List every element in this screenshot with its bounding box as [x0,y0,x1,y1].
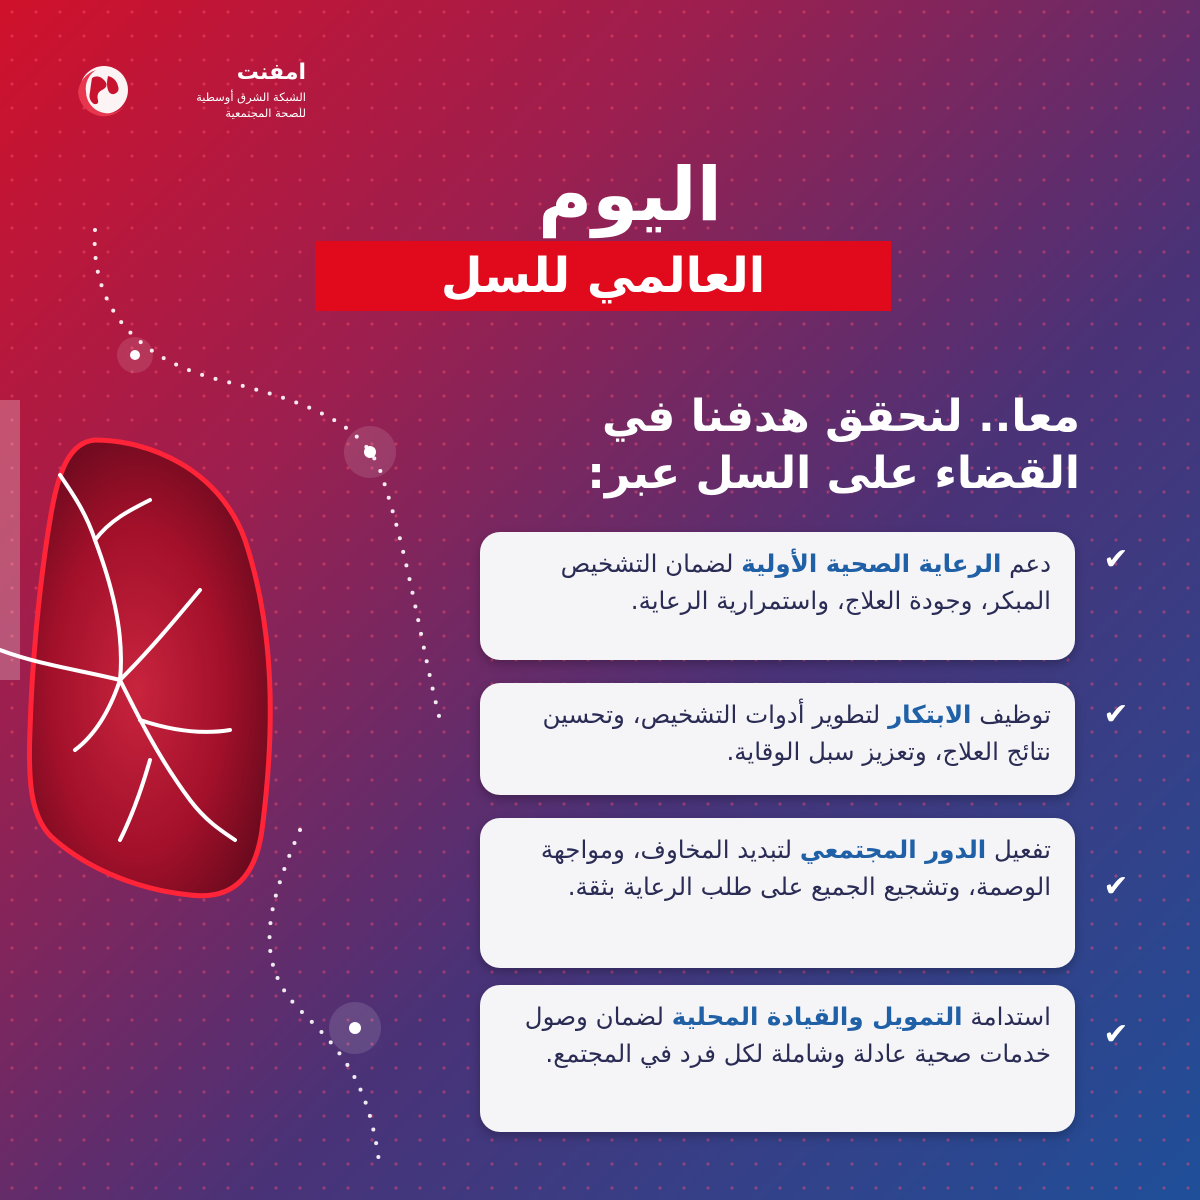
heading-line2: القضاء على السل عبر: [587,448,1080,500]
page-subtitle: العالمي للسل [440,248,766,304]
check-icon: ✔ [1103,542,1129,577]
logo [66,56,306,126]
heading-line1: معا.. لنحقق هدفنا في [601,391,1080,442]
highlight-text: الرعاية الصحية الأولية [741,549,1002,578]
page-title: اليوم [538,152,722,238]
section-heading [440,388,1080,502]
lung-illustration [0,400,320,930]
check-icon: ✔ [1103,697,1129,732]
check-icon: ✔ [1103,869,1129,904]
highlight-text: الدور المجتمعي [799,835,987,864]
checklist-item: تفعيل الدور المجتمعي لتبديد المخاوف، ومواجهة الوصمة، وتشجيع الجميع على طلب الرعاية بثقة. [480,818,1075,968]
highlight-text: التمويل والقيادة المحلية [671,1002,963,1031]
highlight-text: الابتكار [888,700,972,729]
checklist-item: دعم الرعاية الصحية الأولية لضمان التشخيص المبكر، وجودة العلاج، واستمرارية الرعاية. [480,532,1075,660]
checklist-item: توظيف الابتكار لتطوير أدوات التشخيص، وتحسين نتائج العلاج، وتعزيز سبل الوقاية. [480,683,1075,795]
globe-crescent-icon [66,56,136,126]
checklist-item: استدامة التمويل والقيادة المحلية لضمان وصول خدمات صحية عادلة وشاملة لكل فرد في المجتمع. [480,985,1075,1132]
logo-subtitle-line1: الشبكة الشرق أوسطية [196,90,306,104]
logo-name: امفنت [236,60,306,85]
logo-subtitle-line2: للصحة المجتمعية [225,106,306,120]
check-icon: ✔ [1103,1017,1129,1052]
